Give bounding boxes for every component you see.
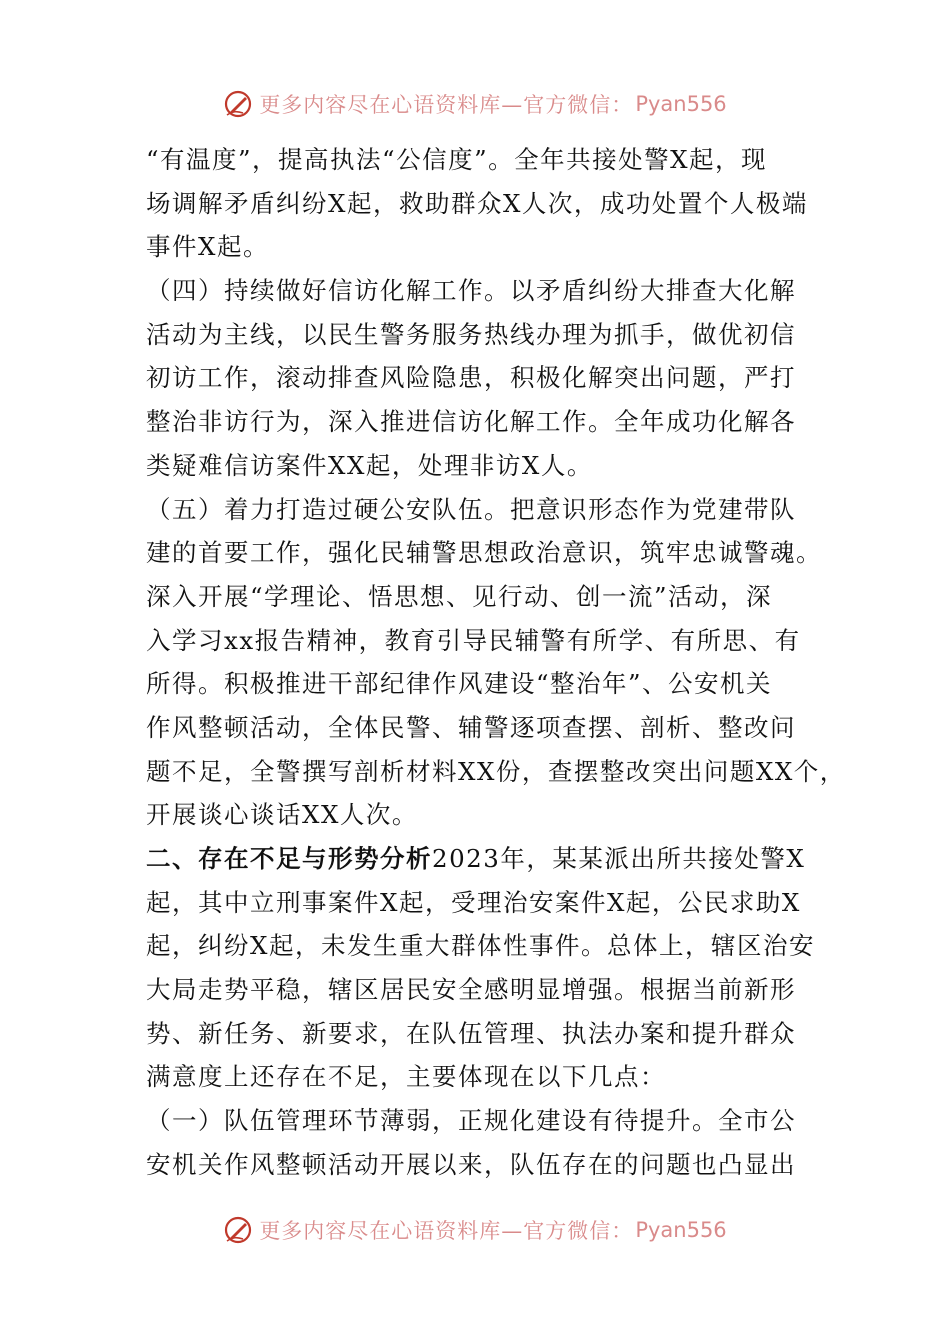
text-line: 起，其中立刑事案件X起，受理治安案件X起，公民求助X	[146, 887, 801, 917]
text-line: 安机关作风整顿活动开展以来，队伍存在的问题也凸显出	[146, 1149, 796, 1179]
text-line: “有温度”，提高执法“公信度”。全年共接处警X起，现	[146, 145, 768, 174]
text-line: 深入开展“学理论、悟思想、见行动、创一流”活动，深	[146, 581, 773, 611]
watermark-id: Pyan556	[635, 92, 727, 116]
text-line: 满意度上还存在不足，主要体现在以下几点：	[146, 1062, 666, 1092]
text-line: 起，纠纷X起，未发生重大群体性事件。总体上，辖区治安	[146, 931, 815, 961]
watermark-text: 更多内容尽在心语资料库—官方微信：	[259, 93, 634, 117]
text-line: 开展谈心谈话XX人次。	[146, 800, 418, 830]
text-line: 整治非访行为，深入推进信访化解工作。全年成功化解各	[146, 407, 796, 437]
text-line: 题不足，全警撰写剖析材料XX份，查摆整改突出问题XX个，	[146, 756, 846, 786]
text-line: 所得。积极推进干部纪律作风建设“整治年”、公安机关	[146, 669, 773, 699]
text-line: 建的首要工作，强化民辅警思想政治意识，筑牢忠诚警魂。	[146, 538, 822, 568]
text-line: 大局走势平稳，辖区居民安全感明显增强。根据当前新形	[146, 975, 796, 1005]
text-line: 事件X起。	[146, 232, 269, 262]
text-line: 场调解矛盾纠纷X起，救助群众X人次，成功处置个人极端	[146, 188, 808, 218]
text-line: （四）持续做好信访化解工作。以矛盾纠纷大排查大化解	[146, 276, 796, 306]
document-body	[146, 138, 846, 1187]
text-line: 初访工作，滚动排查风险隐患，积极化解突出问题，严打	[146, 363, 796, 393]
section-heading-line	[146, 837, 816, 881]
footer-watermark	[0, 1210, 950, 1250]
text-line: 作风整顿活动，全体民警、辅警逐项查摆、剖析、整改问	[146, 712, 796, 742]
text-line: 势、新任务、新要求，在队伍管理、执法办案和提升群众	[146, 1018, 796, 1048]
text-line: （一）队伍管理环节薄弱，正规化建设有待提升。全市公	[146, 1106, 796, 1136]
text-line: 活动为主线，以民生警务服务热线办理为抓手，做优初信	[146, 319, 796, 349]
watermark-text: 更多内容尽在心语资料库—官方微信：	[259, 1219, 634, 1243]
section-heading-rest: 2023年，某某派出所共接处警X	[432, 844, 806, 873]
text-line: 入学习xx报告精神，教育引导民辅警有所学、有所思、有	[146, 625, 801, 655]
section-heading: 二、存在不足与形势分析	[146, 844, 432, 873]
quill-logo-icon	[223, 89, 253, 119]
watermark-id: Pyan556	[635, 1218, 727, 1242]
header-watermark	[0, 84, 950, 124]
text-line: 类疑难信访案件XX起，处理非访X人。	[146, 450, 593, 480]
quill-logo-icon	[223, 1215, 253, 1245]
text-line: （五）着力打造过硬公安队伍。把意识形态作为党建带队	[146, 494, 796, 524]
